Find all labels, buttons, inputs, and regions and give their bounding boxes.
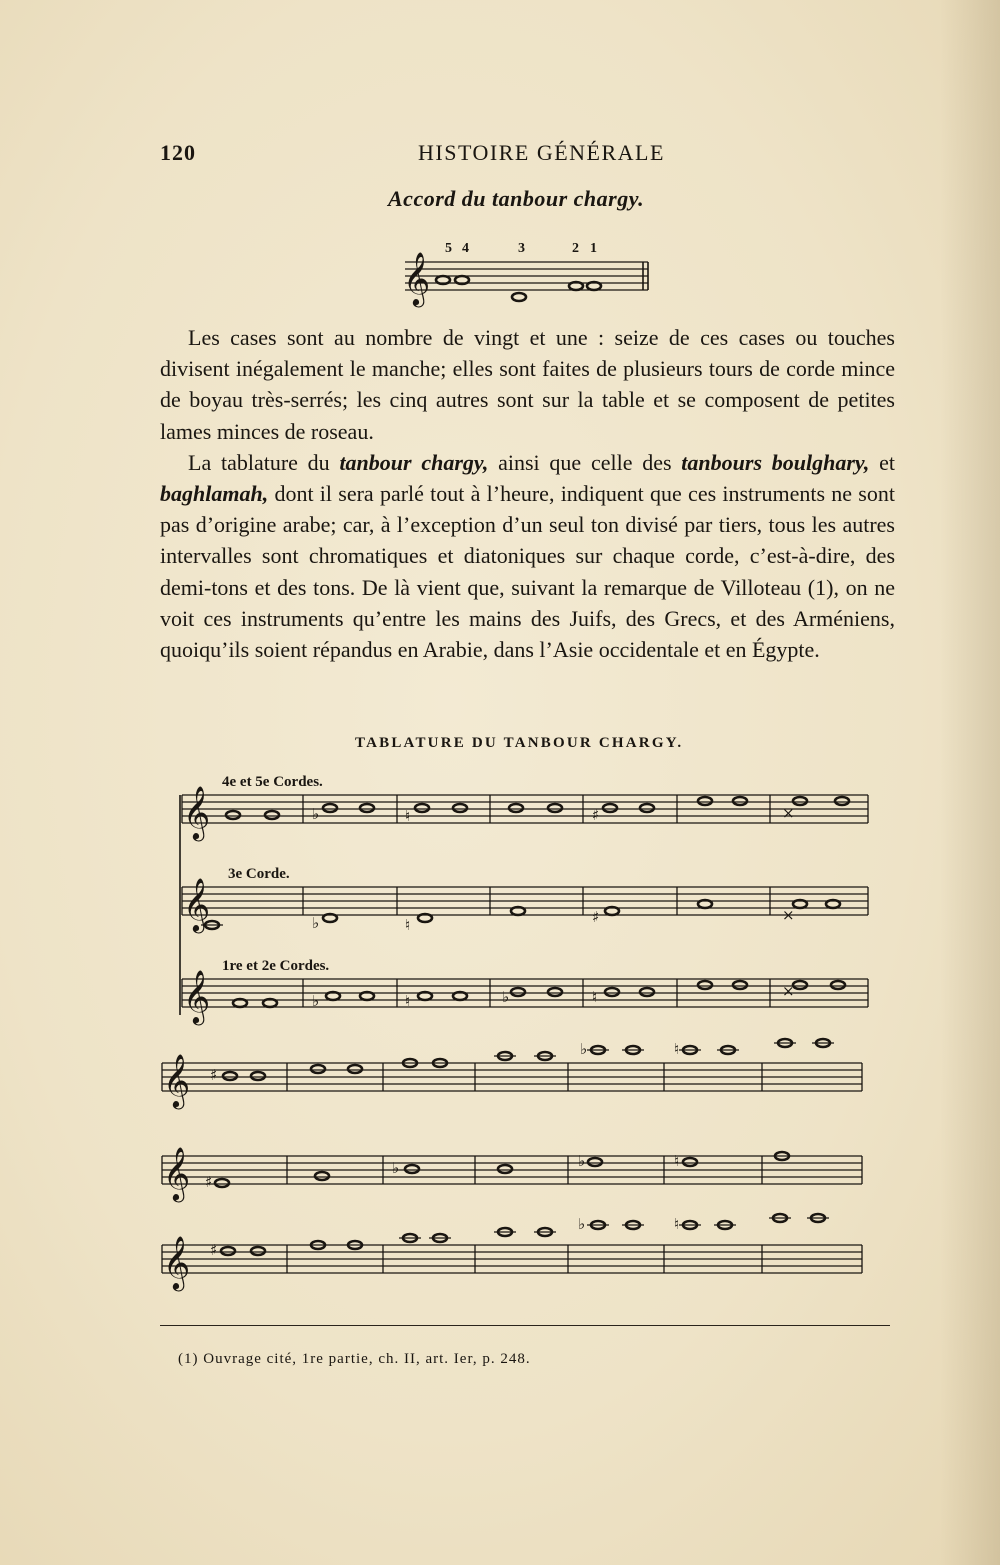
note-head — [360, 992, 374, 1000]
paragraph: Les cases sont au nombre de vingt et une : seize de ces cases ou touches divisent inégalement le manche; elles sont faites de plusieurs tours de corde mince de boyau très-serrés; les cinq autres sont sur la table et se composent de petites lames minces de roseau. — [160, 325, 895, 444]
note-head — [698, 797, 712, 805]
accidental-icon: × — [782, 906, 795, 924]
accidental-icon: ♯ — [210, 1241, 218, 1259]
string-3-label: 3e Corde. — [228, 866, 290, 882]
note-head — [263, 999, 277, 1007]
note-head — [453, 804, 467, 812]
accidental-icon: × — [782, 804, 795, 822]
instrument-name: tanbours boulghary, — [681, 449, 870, 475]
note-head — [251, 1247, 265, 1255]
treble-clef-icon: 𝄞 — [183, 877, 211, 931]
tablature-staff — [162, 1214, 862, 1291]
note-head — [733, 797, 747, 805]
accidental-icon: ♯ — [210, 1066, 218, 1084]
accidental-icon: ♭ — [312, 914, 320, 932]
accidental-icon: ♮ — [405, 807, 411, 825]
note-head — [360, 804, 374, 812]
note-head — [548, 988, 562, 996]
strings-4-5-label: 4e et 5e Cordes. — [222, 774, 323, 790]
tablature-staves — [162, 785, 868, 1291]
tablature-staff — [182, 785, 868, 841]
tablature-staff — [162, 1039, 862, 1109]
accidental-icon: ♯ — [592, 806, 600, 824]
note-head — [265, 811, 279, 819]
note-head — [323, 914, 337, 922]
note-head — [311, 1065, 325, 1073]
note-head — [498, 1165, 512, 1173]
tablature-title: TABLATURE DU TANBOUR CHARGY. — [355, 735, 684, 751]
string-number-2: 2 — [572, 241, 579, 256]
accidental-icon: ♯ — [592, 908, 600, 926]
note-head — [793, 797, 807, 805]
accidental-icon: ♭ — [580, 1040, 588, 1058]
note-head — [226, 811, 240, 819]
note-head — [835, 797, 849, 805]
note-head — [511, 988, 525, 996]
note-head — [605, 988, 619, 996]
accidental-icon: ♭ — [312, 992, 320, 1010]
accidental-icon: ♮ — [405, 992, 411, 1010]
note-head — [605, 907, 619, 915]
note-head — [509, 804, 523, 812]
note-head — [405, 1165, 419, 1173]
note-head — [418, 992, 432, 1000]
note-head — [793, 981, 807, 989]
note-head — [251, 1072, 265, 1080]
note-head — [698, 900, 712, 908]
accidental-icon: ♭ — [578, 1215, 586, 1233]
treble-clef-icon: 𝄞 — [183, 969, 211, 1023]
note-head — [415, 804, 429, 812]
note-head — [640, 988, 654, 996]
treble-clef-icon: 𝄞 — [163, 1053, 191, 1107]
note-head — [223, 1072, 237, 1080]
note-head — [453, 992, 467, 1000]
string-number-1: 1 — [590, 241, 597, 256]
accidental-icon: ♭ — [502, 988, 510, 1006]
string-number-3: 3 — [518, 241, 525, 256]
treble-clef-icon: 𝄞 — [403, 251, 431, 305]
note-head — [826, 900, 840, 908]
note-head — [221, 1247, 235, 1255]
accidental-icon: ♯ — [205, 1173, 213, 1191]
accidental-icon: ♮ — [674, 1215, 680, 1233]
note-head — [418, 914, 432, 922]
note-head — [640, 804, 654, 812]
instrument-name: tanbour chargy, — [339, 449, 489, 475]
string-number-4: 4 — [462, 241, 469, 256]
accidental-icon: ♮ — [674, 1040, 680, 1058]
treble-clef-icon: 𝄞 — [183, 785, 211, 839]
tuning-caption: Accord du tanbour chargy. — [388, 186, 645, 211]
paragraph: La tablature du tanbour chargy, ainsi que celle des tanbours boulghary, et baghlamah, dont il sera parlé tout à l’heure, indiquent que ces instruments ne sont pas d’origine arabe; car, à l’exception d’un seul ton divisé par tiers, tous les autres intervalles sont chromatiques et diatoniques sur chaque corde, c’est-à-dire, des demi-tons et des tons. De là vient que, suivant la remarque de Villoteau (1), on ne voit ces instruments qu’entre les mains des Juifs, des Grecs, et des Arméniens, quoiqu’ils soient répandus en Arabie, dans l’Asie occidentale et en Égypte. — [160, 449, 895, 663]
note-head — [511, 907, 525, 915]
note-head — [548, 804, 562, 812]
note-head — [233, 999, 247, 1007]
note-head — [323, 804, 337, 812]
footnote: (1) Ouvrage cité, 1re partie, ch. II, art. Ier, p. 248. — [178, 1351, 531, 1367]
note-head — [348, 1065, 362, 1073]
note-head — [315, 1172, 329, 1180]
note-head — [698, 981, 712, 989]
string-number-5: 5 — [445, 241, 452, 256]
instrument-name: baghlamah, — [160, 481, 269, 507]
treble-clef-icon: 𝄞 — [163, 1146, 191, 1200]
strings-1-2-label: 1re et 2e Cordes. — [222, 958, 330, 974]
page-number: 120 — [160, 140, 196, 165]
accidental-icon: ♮ — [592, 988, 598, 1006]
tablature-staff — [182, 969, 868, 1025]
accidental-icon: ♮ — [674, 1152, 680, 1170]
tablature-staff — [182, 877, 868, 934]
accidental-icon: × — [782, 982, 795, 1000]
accidental-icon: ♭ — [392, 1159, 400, 1177]
running-title: HISTOIRE GÉNÉRALE — [418, 140, 665, 165]
accidental-icon: ♭ — [312, 805, 320, 823]
note-head — [326, 992, 340, 1000]
accidental-icon: ♮ — [405, 916, 411, 934]
note-head — [793, 900, 807, 908]
note-head — [733, 981, 747, 989]
note-head — [831, 981, 845, 989]
tablature-staff — [162, 1146, 862, 1202]
note-head — [683, 1158, 697, 1166]
note-head — [603, 804, 617, 812]
footnote-rule — [160, 1325, 890, 1326]
note-head — [215, 1179, 229, 1187]
note-head — [588, 1158, 602, 1166]
treble-clef-icon: 𝄞 — [163, 1235, 191, 1289]
accidental-icon: ♭ — [578, 1152, 586, 1170]
